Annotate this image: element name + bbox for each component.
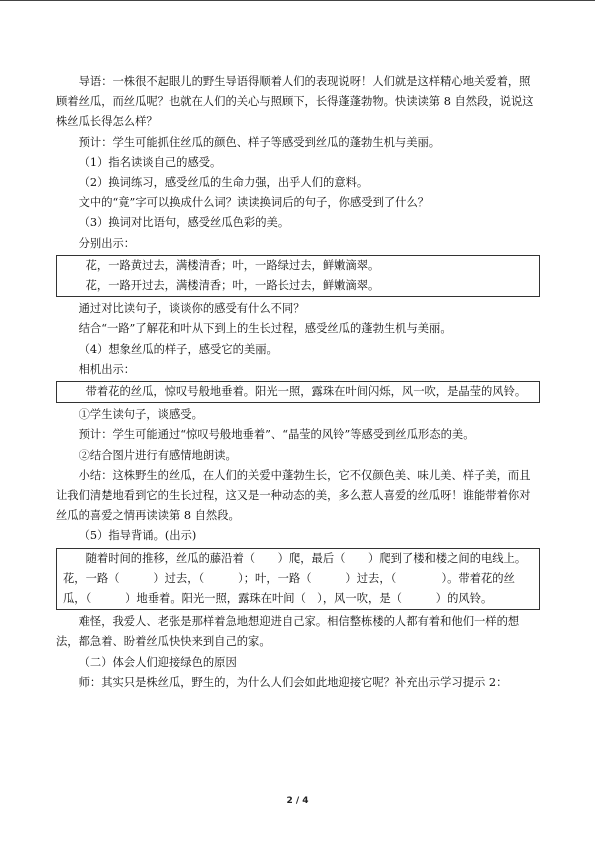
paragraph-intro: 导语：一株很不起眼儿的野生导语得顺着人们的表现说呀！人们就是这样精心地关爱着，照顾着丝瓜，而丝瓜呢？也就在人们的关心与照顾下，长得蓬蓬勃物。快读读第 8 自然段，说说这株丝瓜长得怎么样？ (56, 75, 534, 129)
document-body (56, 72, 540, 693)
description-box (56, 381, 540, 403)
paragraph-teacher: 师：其实只是株丝瓜，野生的，为什么人们会如此地迎接它呢？补充出示学习提示 2： (78, 675, 508, 689)
paragraph-summary: 小结：这株野生的丝瓜，在人们的关爱中蓬勃生长，它不仅颜色美、味儿美、样子美，而且让我们清楚地看到它的生长过程，这又是一种动态的美，多么惹人喜爱的丝瓜呀！谁能带着你对丝瓜的喜爱之情再读读第 8 自然段。 (56, 468, 531, 523)
paragraph-question: 文中的“竟”字可以换成什么词？读读换词后的句子，你感受到了什么？ (78, 196, 430, 210)
description-sentence: 带着花的丝瓜，惊叹号般地垂着。阳光一照，露珠在叶间闪烁，风一吹，是晶莹的风铃。 (85, 385, 527, 399)
paragraph-step-1: （1）指名读谈自己的感受。 (78, 155, 222, 169)
paragraph-prediction-2: 预计：学生可能通过“惊叹号般地垂着”、“晶莹的风铃”等感受到丝瓜形态的美。 (78, 428, 475, 442)
paragraph-step-2: （2）换词练习，感受丝瓜的生命力强，出乎人们的意料。 (78, 176, 369, 190)
compare-sentence-2: 花，一路开过去，满楼清香；叶，一路长过去，鲜嫩滴翠。 (85, 279, 380, 293)
recitation-fill-box (56, 548, 540, 611)
paragraph-prediction: 预计：学生可能抓住丝瓜的颜色、样子等感受到丝瓜的蓬勃生机与美丽。 (78, 135, 441, 149)
compare-sentence-1: 花，一路黄过去，满楼清香；叶，一路绿过去，鲜嫩滴翠。 (85, 258, 380, 272)
paragraph-picture-read: ②结合图片进行有感情地朗读。 (78, 448, 237, 462)
paragraph-compare-question: 通过对比读句子，谈谈你的感受有什么不同？ (78, 302, 305, 316)
page-number: 2 / 4 (286, 796, 309, 806)
paragraph-no-wonder: 难怪，我爱人、老张是那样着急地想迎进自己家。相信整栋楼的人都有着和他们一样的想法，都急着、盼着丝瓜快快来到自己的家。 (56, 615, 520, 649)
section-heading-2: （二）体会人们迎接绿色的原因 (78, 655, 237, 669)
page-top-rule (0, 0, 595, 1)
recitation-fill-text: 随着时间的推移，丝瓜的藤沿着（ ）爬，最后（ ）爬到了楼和楼之间的电线上。花，一路（ ）过去，（ ）；叶，一路（ ）过去，（ ）。带着花的丝瓜，（ ）地垂着。阳光一照，露珠在叶间（ ），风一吹，是（ ）的风铃。 (63, 551, 527, 606)
paragraph-show-label: 分别出示： (78, 236, 136, 250)
paragraph-step-5: （5）指导背诵。(出示) (78, 529, 197, 543)
paragraph-show-label-2: 相机出示： (78, 362, 136, 376)
paragraph-yilu: 结合“一路”了解花和叶从下到上的生长过程，感受丝瓜的蓬勃生机与美丽。 (78, 322, 452, 336)
compare-sentences-box (56, 255, 540, 297)
paragraph-step-4: （4）想象丝瓜的样子，感受它的美丽。 (78, 342, 278, 356)
paragraph-step-3: （3）换词对比语句，感受丝瓜色彩的美。 (78, 216, 290, 230)
paragraph-read-feel: ①学生读句子，谈感受。 (78, 408, 203, 422)
